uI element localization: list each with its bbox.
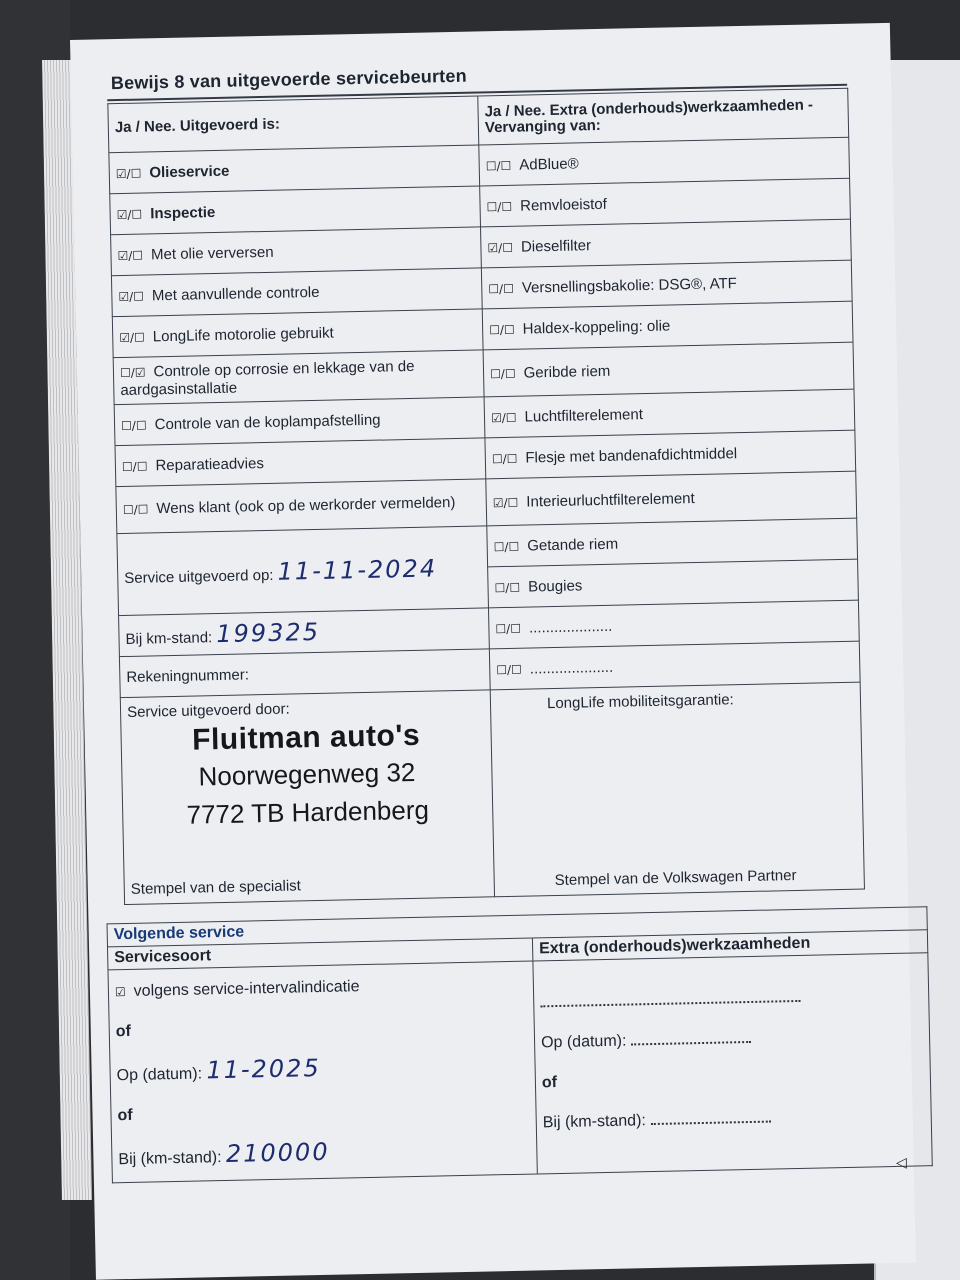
right-date-row[interactable]: Op (datum): [541, 1015, 924, 1063]
next-date-row[interactable]: Op (datum): 11-2025 [116, 1053, 321, 1085]
right-km-row[interactable]: Bij (km-stand): [542, 1095, 925, 1143]
triangle-marker-icon: ◁ [896, 1154, 907, 1170]
checkbox-icon[interactable]: ☐/☐ [489, 366, 516, 381]
next-right-cell [533, 953, 932, 1174]
left-item[interactable]: ☐/☐ Controle van de koplampafstelling [114, 397, 485, 446]
next-date-value: 11-2025 [206, 1053, 321, 1085]
right-item[interactable]: ☐/☐ Remvloeistof [480, 178, 851, 227]
checkbox-icon[interactable]: ☐/☐ [120, 417, 147, 433]
right-item[interactable]: ☐/☐ .................... [489, 641, 860, 690]
checkbox-icon[interactable]: ☐/☐ [121, 458, 148, 474]
checkbox-icon[interactable]: ☐/☐ [493, 539, 520, 554]
of-label: of [117, 1106, 133, 1125]
checkbox-icon[interactable]: ☐/☐ [488, 281, 515, 296]
stamp-partner-label: Stempel van de Volkswagen Partner [554, 866, 797, 890]
km-value: 199325 [216, 617, 321, 649]
checkbox-icon[interactable]: ☑/☐ [117, 248, 144, 263]
left-item[interactable]: ☐/☐ Wens klant (ook op de werkorder vermelden) [116, 479, 487, 534]
next-km-row[interactable]: Bij (km-stand): 210000 [118, 1137, 330, 1169]
longlife-label: LongLife mobiliteitsgarantie: [546, 691, 734, 713]
right-item[interactable]: ☐/☐ Getande riem [487, 518, 858, 567]
checkbox-icon[interactable]: ☐/☐ [486, 199, 513, 214]
left-item[interactable]: ☑/☐ LongLife motorolie gebruikt [112, 309, 483, 358]
checkbox-icon[interactable]: ☐/☑ [119, 364, 146, 380]
service-date-value: 11-11-2024 [277, 553, 438, 586]
stamp-street: Noorwegenweg 32 [198, 756, 416, 792]
left-item[interactable]: ☐/☑ Controle op corrosie en lekkage van de aardgasinstallatie [113, 350, 484, 405]
checkbox-icon[interactable]: ☑/☐ [115, 166, 142, 181]
right-item[interactable]: ☐/☐ Versnellingsbakolie: DSG®, ATF [481, 260, 852, 309]
right-item[interactable]: ☑/☐ Luchtfilterelement [484, 389, 855, 438]
left-header: Ja / Nee. Uitgevoerd is: [108, 96, 479, 153]
checkbox-icon[interactable]: ☑/☐ [492, 495, 519, 510]
right-item[interactable]: ☑/☐ Dieselfilter [481, 219, 852, 268]
checkbox-icon[interactable]: ☑/☐ [487, 240, 514, 255]
checkbox-icon[interactable]: ☑/☐ [119, 330, 145, 345]
service-booklet-page [70, 23, 916, 1280]
partner-stamp-cell [490, 682, 864, 897]
right-item[interactable]: ☐/☐ AdBlue® [479, 137, 850, 186]
left-item[interactable]: ☐/☐ Reparatieadvies [115, 438, 486, 487]
left-item[interactable]: ☑/☐ Met aanvullende controle [111, 268, 482, 317]
right-item[interactable]: ☐/☐ .................... [488, 600, 859, 649]
right-item[interactable]: ☐/☐ Bougies [488, 559, 859, 608]
left-item[interactable]: ☑/☐ Met olie verversen [111, 227, 482, 276]
of-label: of [541, 1074, 558, 1092]
checkbox-icon[interactable]: ☐/☐ [495, 621, 522, 636]
page-title: Bewijs 8 van uitgevoerde servicebeurten [110, 65, 467, 94]
checkbox-icon[interactable]: ☐/☐ [122, 502, 149, 517]
stamp-specialist-label: Stempel van de specialist [130, 877, 302, 898]
checkbox-icon[interactable]: ☑/☐ [490, 410, 517, 425]
of-label: of [115, 1022, 132, 1041]
left-item[interactable]: ☑/☐ Olieservice [109, 145, 480, 194]
right-header: Ja / Nee. Extra (onderhouds)werkzaamheden - Vervanging van: [478, 88, 849, 145]
left-item[interactable]: ☑/☐ Inspectie [110, 186, 481, 235]
dealer-stamp-cell [120, 690, 494, 905]
checkbox-icon[interactable]: ☐/☐ [485, 158, 512, 173]
right-item[interactable]: ☐/☐ Flesje met bandenafdichtmiddel [485, 430, 856, 479]
stamp-name: Fluitman auto's [191, 718, 421, 757]
service-form [70, 23, 890, 1169]
next-col-left: Servicesoort [108, 938, 533, 970]
invoice-cell[interactable]: Rekeningnummer: [119, 649, 490, 698]
next-service-table [107, 906, 933, 1183]
performed-by-label: Service uitgevoerd door: [126, 700, 290, 721]
next-service-heading: Volgende service [107, 907, 927, 947]
right-item[interactable]: ☐/☐ Geribde riem [483, 342, 854, 397]
service-date-label: Service uitgevoerd op: [124, 566, 274, 587]
stamp-city: 7772 TB Hardenberg [186, 794, 430, 830]
next-km-value: 210000 [225, 1137, 330, 1168]
right-item[interactable]: ☑/☐ Interieurluchtfilterelement [486, 471, 857, 526]
next-left-cell [108, 961, 537, 1183]
checkbox-icon[interactable]: ☐/☐ [496, 662, 522, 677]
checkbox-icon[interactable]: ☐/☐ [491, 451, 518, 466]
next-col-right: Extra (onderhouds)werkzaamheden [532, 930, 927, 961]
service-date-cell[interactable] [117, 526, 489, 616]
right-item[interactable]: ☐/☐ Haldex-koppeling: olie [482, 301, 853, 350]
checkbox-icon[interactable]: ☐/☐ [494, 580, 521, 595]
km-label: Bij km-stand: [125, 629, 213, 648]
service-table [107, 88, 865, 905]
checkbox-icon[interactable]: ☐/☐ [489, 322, 515, 337]
checkbox-icon[interactable]: ☑ [114, 985, 126, 1000]
checkbox-icon[interactable]: ☑/☐ [116, 207, 143, 222]
interval-option[interactable]: ☑ volgens service-intervalindicatie [114, 978, 360, 1000]
checkbox-icon[interactable]: ☑/☐ [118, 289, 145, 304]
